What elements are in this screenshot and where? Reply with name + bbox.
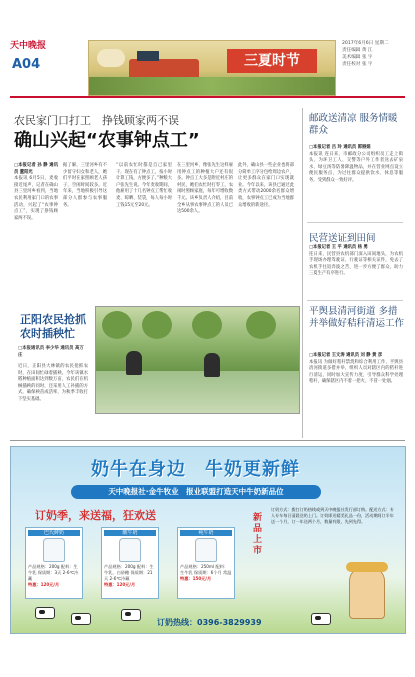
designer-credit: 美术编辑 张 宇 bbox=[342, 55, 373, 60]
product-specs: 产品规格：250ml 配料：生牛乳 保质期：6个月 常温 bbox=[180, 564, 232, 575]
side-byline: □本报通讯员 李少华 通讯员 高万庄 bbox=[18, 346, 84, 358]
rice-planting-photo bbox=[95, 306, 300, 414]
tree-graphic bbox=[192, 311, 222, 339]
ad-info: 订奶方式：拨打订奶热线或到天中晚报社发行部订购。配送方式：专人专车每日清晨送奶上门。订奶即送精美礼品一份，活动期间订半年送一个月，订一年送两个月，数量有限，先到先得。 bbox=[271, 507, 394, 524]
milk-bottle-icon bbox=[43, 538, 65, 562]
masthead-logo: 天中晚报 bbox=[10, 41, 47, 51]
cow-icon bbox=[71, 613, 91, 625]
product-card bbox=[101, 527, 159, 599]
main-byline: □本报记者 孙 静 通讯员 董阳光 bbox=[14, 163, 58, 175]
product-name: 纯牛奶 bbox=[180, 530, 232, 536]
order-hotline: 订奶热线：0396-3829939 bbox=[157, 618, 262, 627]
right-story-1 bbox=[309, 145, 403, 185]
page-number: A04 bbox=[12, 57, 41, 72]
right-body-2: 连日来，民营县农机部门深入田间地头，为农机手现场办理驾驶证、行驶证等相关证件，免去了农机手往返奔波之苦，进一步方便了群众，助力三夏生产有序进行。 bbox=[309, 251, 403, 277]
right-headline-2: 民营送证到田间 bbox=[309, 233, 376, 244]
farmer-figure bbox=[204, 353, 220, 377]
product-specs: 产品规格：200g 配料：生牛乳 保质期：3天 2-6℃冷藏 bbox=[28, 564, 79, 581]
main-headline: 确山兴起“农事钟点工” bbox=[14, 130, 200, 151]
farmer-mascot bbox=[349, 567, 385, 619]
right-byline-1: □本报记者 吕 玲 通讯员 郭丽娟 bbox=[309, 145, 371, 150]
product-specs: 产品规格：200g 配料：生牛乳、白砂糖 保质期：21天 2-6℃冷藏 bbox=[104, 564, 154, 581]
ad-title: 奶牛在身边 牛奶更新鲜 bbox=[91, 459, 300, 480]
farmer-figure bbox=[126, 351, 142, 375]
promo-label: 新品上市 bbox=[253, 513, 263, 556]
product-card bbox=[25, 527, 83, 599]
right-byline-2: □本报记者 王 平 通讯员 杨 勇 bbox=[309, 245, 368, 250]
main-col-5: 此外，确山县一些企业也将部分简单工序分包给周边农户，让更多群众在家门口实现就业。今年以来，该县已通过此类方式带动2000余名群众增收，农事钟点工已成为当地群众增收的新途径。 bbox=[238, 163, 294, 208]
tree-graphic bbox=[142, 311, 172, 339]
right-divider bbox=[307, 300, 403, 301]
column-divider bbox=[302, 108, 303, 438]
field-graphic bbox=[89, 77, 335, 95]
tree-graphic bbox=[246, 311, 276, 339]
right-headline-3: 平舆县清河街道 多措并举做好秸秆清运工作 bbox=[309, 306, 405, 329]
right-story-2 bbox=[309, 245, 403, 278]
paddy-water bbox=[96, 371, 299, 413]
editor-credit: 责任编辑 黄 江 bbox=[342, 48, 373, 53]
product-card bbox=[177, 527, 235, 599]
milk-bottle-icon bbox=[195, 538, 217, 562]
main-col-1 bbox=[14, 163, 58, 222]
section-title: 三夏时节 bbox=[227, 49, 317, 73]
right-divider bbox=[307, 222, 403, 223]
right-byline-3: □本报记者 王文涛 通讯员 刘 静 黄 彦 bbox=[309, 353, 383, 358]
main-col-4: 在三里河乡，像张先生这样雇用钟点工的种植大户还有很多。钟点工大多是附近村庄的村民，她们农忙时打零工，农闲时照顾家庭，每年可增收数千元。该乡负责人介绍，目前全乡从事农事钟点工的人员已达500余人。 bbox=[177, 163, 233, 215]
side-headline: 正阳农民抢抓农时插秧忙 bbox=[20, 313, 86, 340]
dateline bbox=[342, 40, 412, 68]
tree-graphic bbox=[102, 311, 132, 339]
cow-icon bbox=[121, 609, 141, 621]
sun-graphic bbox=[97, 49, 125, 67]
ad-slogan: 订奶季，来送福，狂欢送 bbox=[35, 509, 156, 522]
main-col-2: 据了解，三里河乡有不少留守妇女和老人，她们平时在家照顾老人孩子，空闲时间较多。近年来，当地积极引导这部分人群参与农事服务。 bbox=[63, 163, 107, 208]
right-body-3: 本报讯 为做好秸秆禁烧和综合利用工作，平舆县清河街道多措并举，组织人员对辖区内的秸秆进行清运，同时加大宣传力度，引导群众科学处理秸秆，确保辖区内不着一把火、不冒一处烟。 bbox=[309, 359, 403, 385]
section-banner bbox=[88, 40, 336, 96]
cow-icon bbox=[311, 613, 331, 625]
product-name: 酸牛奶 bbox=[104, 530, 156, 536]
right-headline-1: 邮政送清凉 服务情暖群众 bbox=[309, 113, 398, 136]
main-text-1: 本报讯 6月5日，麦收接近尾声，记者在确山县三里河乡看到，当地农民利用家门口的农事活动，兴起了“农事钟点工”，实现了挣钱顾家两不误。 bbox=[14, 176, 58, 221]
cow-icon bbox=[35, 607, 55, 619]
side-body: 近日，正阳县大林镇的农民抢抓农时，在田间忙碌着插秧。今年该镇水稻种植面积达到数万亩，农民们在机械插秧的同时，还采用人工补插的方式，确保秧苗成活率，为秋季丰收打下坚实基础。 bbox=[18, 364, 88, 402]
issue-date: 2017年6月6日 星期二 bbox=[342, 41, 389, 46]
product-name: 巴氏鲜奶 bbox=[28, 530, 80, 536]
milk-bottle-icon bbox=[119, 538, 141, 562]
product-price: 特惠：120元/月 bbox=[28, 582, 60, 587]
main-subhead: 农民家门口打工 挣钱顾家两不误 bbox=[14, 114, 179, 127]
right-story-3 bbox=[309, 353, 403, 386]
right-body-1: 本报讯 连日来，市邮政分公司组织员工走上街头，为环卫工人、交警等户外工作者送去矿泉水、绿豆汤等防暑降温物品，并在营业网点设立便民服务点，为过往群众提供饮水、休息等服务，受到群众一致好评。 bbox=[309, 151, 403, 183]
product-price: 特惠：150元/月 bbox=[180, 576, 212, 581]
proof-credit: 责任校对 张 宇 bbox=[342, 62, 373, 67]
main-col-3: “以前农忙时都是自己家里干，现在有了钟点工，按小时计算工钱，方便多了。”种粮大户张先生说。今年麦收期间，他雇用了十几名钟点工帮忙收麦、晾晒、装袋，每人每小时工钱15元至20元。 bbox=[116, 163, 172, 208]
top-rule bbox=[10, 96, 405, 98]
product-price: 特惠：120元/月 bbox=[104, 582, 136, 587]
milk-advertisement bbox=[10, 446, 406, 634]
ad-divider bbox=[10, 440, 405, 441]
ad-banner: 天中晚报社·金牛牧业 报业联盟打造天中牛奶新品位 bbox=[71, 485, 321, 499]
